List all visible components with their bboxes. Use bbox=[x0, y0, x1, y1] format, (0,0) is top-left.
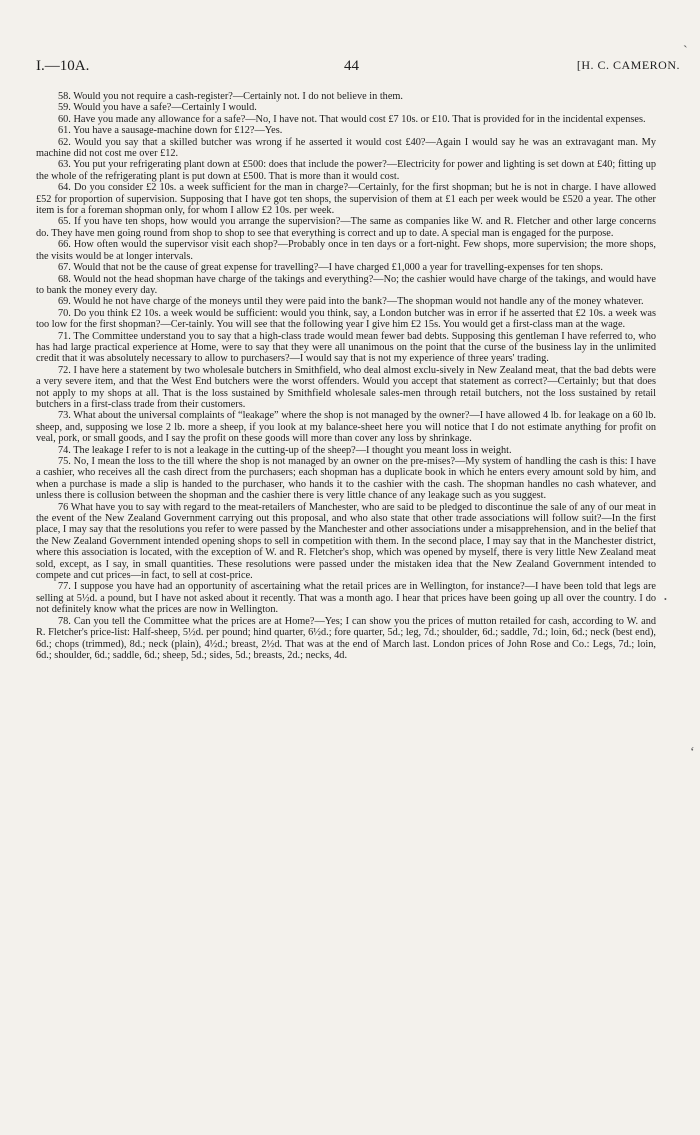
question-71: 71. The Committee understand you to say that a high-class trade would mean fewer bad debts. Supposing this gentleman I have referred to, who has had large practical experience at Home, were to say that they were all unanimous on the point that the curse of the business lay in the unlimited credit that it was absolutely necessary to allow to purchasers?—I would say that is not my experience of three years' trading. bbox=[36, 330, 656, 365]
question-68: 68. Would not the head shopman have charge of the takings and everything?—No; the cashier would have charge of the takings, and would have to bank the money every day. bbox=[36, 273, 656, 296]
question-62: 62. Would you say that a skilled butcher was wrong if he asserted it would cost £40?—Again I would say he was an extravagant man. My machine did not cost me over £12. bbox=[36, 136, 656, 160]
question-75: 75. No, I mean the loss to the till where the shop is not managed by an owner on the pre-mises?—My system of handling the cash is this: I have a cashier, who receives all the cash direct from the purchasers; each shopman has a duplicate book in which he enters every amount sold by him, and when a purchase is made a slip is handed to the purchaser, who hands it to the cashier with the cash. The shopman handles no cash whatever, and unless there is collusion between the shopman and the cashier there is very little chance of any leakage such as you suggest. bbox=[36, 456, 656, 502]
margin-dot-mark: • bbox=[664, 595, 667, 604]
margin-tick-mark: ` bbox=[683, 44, 688, 59]
question-69: 69. Would he not have charge of the moneys until they were paid into the bank?—The shopman would not handle any of the money whatever. bbox=[58, 296, 644, 308]
question-78: 78. Can you tell the Committee what the prices are at Home?—Yes; I can show you the prices of mutton retailed for cash, according to W. and R. Fletcher's price-list: Half-sheep, 5½d. per pound; hind quarter, 6½d.; fore quarter, 5d.; leg, 7d.; shoulder, 6d.; saddle, 7d.; loin, 6d.; neck (best end), 6d.; chops (trimmed), 8d.; neck (plain), 4½d.; breast, 2½d. That was at the end of March last. London prices of John Rose and Co.: Legs, 7d.; loin, 6d.; shoulder, 6d.; saddle, 6d.; sheep, 5d.; sides, 5d.; breasts, 2d.; necks, 4d. bbox=[36, 615, 656, 661]
margin-edge-mark: ‘ bbox=[690, 745, 695, 760]
question-70: 70. Do you think £2 10s. a week would be sufficient: would you think, say, a London butcher was in error if he asserted that £2 10s. a week was too low for the first shopman?—Cer-tainly. You will see that the following year I give him £2 15s. You would get a first-class man at the wage. bbox=[36, 307, 656, 331]
question-65: 65. If you have ten shops, how would you arrange the supervision?—The same as companies like W. and R. Fletcher and other large concerns do. They have men going round from shop to shop to see that everything is correct and up to date. A special man is engaged for the purpose. bbox=[36, 216, 656, 239]
question-66: 66. How often would the supervisor visit each shop?—Probably once in ten days or a fort-night. Few shops, more supervision; the more shops, the visits would be at longer intervals. bbox=[36, 239, 656, 262]
question-67: 67. Would that not be the cause of great expense for travelling?—I have charged £1,000 a year for travelling-expenses for ten shops. bbox=[58, 262, 603, 274]
question-59: 59. Would you have a safe?—Certainly I would. bbox=[58, 102, 257, 114]
question-61: 61. You have a sausage-machine down for £12?—Yes. bbox=[58, 125, 283, 137]
question-74: 74. The leakage I refer to is not a leakage in the cutting-up of the sheep?—I thought you meant loss in weight. bbox=[58, 444, 512, 456]
page-number: 44 bbox=[344, 58, 359, 74]
question-63: 63. You put your refrigerating plant down at £500: does that include the power?—Electricity for power and lighting is set down at £40; fitting up the whole of the refrigerating plant is put down at £500. That is more than it would cost. bbox=[36, 159, 656, 182]
question-76: 76 What have you to say with regard to the meat-retailers of Manchester, who are said to be pledged to discontinue the sale of any of our meat in the event of the New Zealand Government carrying out this proposal, and who also state that other trade associations will follow suit?—In the first place, I may say that the resolutions you refer to were passed by the Manchester and other associations under a misapprehension, and in the belief that the New Zealand Government intended opening shops to sell in competition with them. In the second place, I may say that in the Manchester district, where this association is located, with the exception of W. and R. Fletcher's shop, which was opened by myself, there is very little New Zealand meat sold, except, as I say, in small quantities. These resolutions were passed under the mistaken idea that the New Zealand Government intended to compete and cut prices—in fact, to sell at cost-price. bbox=[36, 501, 656, 582]
page-header bbox=[36, 58, 680, 78]
question-72: 72. I have here a statement by two wholesale butchers in Smithfield, who deal almost exclu-sively in New Zealand meat, that the bad debts were a very severe item, and that the West End butchers were the worst offenders. Would you accept that statement as correct?—Certainly; but that does not apply to my shops at all. That is the loss sustained by Smithfield wholesale sales-men through retail butchers, not the loss sustained by retail butchers in a first-class trade from their customers. bbox=[36, 364, 656, 410]
witness-name: [H. C. CAMERON. bbox=[576, 58, 680, 72]
document-body bbox=[36, 91, 656, 661]
question-77: 77. I suppose you have had an opportunity of ascertaining what the retail prices are in Wellington, for instance?—I have been told that legs are selling at 5½d. a pound, but I have not asked about it recently. That was a month ago. I hear that prices have been going up all over the country. I do not definitely know what the prices are now in Wellington. bbox=[36, 581, 656, 616]
question-60: 60. Have you made any allowance for a safe?—No, I have not. That would cost £7 10s. or £10. That is provided for in the incidental expenses. bbox=[58, 113, 646, 125]
document-reference: I.—10A. bbox=[36, 58, 90, 74]
question-73: 73. What about the universal complaints of “leakage” where the shop is not managed by the owner?—I have allowed 4 lb. for leakage on a 60 lb. sheep, and, supposing we lose 2 lb. more a sheep, if you look at my balance-sheet here you will notice that I do not estimate anything for profit on veal, pork, or small goods, and I say the profit on these goods will more than cover any loss by shrinkage. bbox=[36, 410, 656, 445]
question-58: 58. Would you not require a cash-register?—Certainly not. I do not believe in them. bbox=[58, 91, 403, 102]
question-64: 64. Do you consider £2 10s. a week sufficient for the man in charge?—Certainly, for the first shopman; but he is not in charge. I have allowed £52 for proportion of supervision. Supposing that I have got ten shops, the supervision of them at £1 each per week would be £520 a year. The other item is for a foreman shopman only, for whom I allow £2 10s. per week. bbox=[36, 182, 656, 217]
